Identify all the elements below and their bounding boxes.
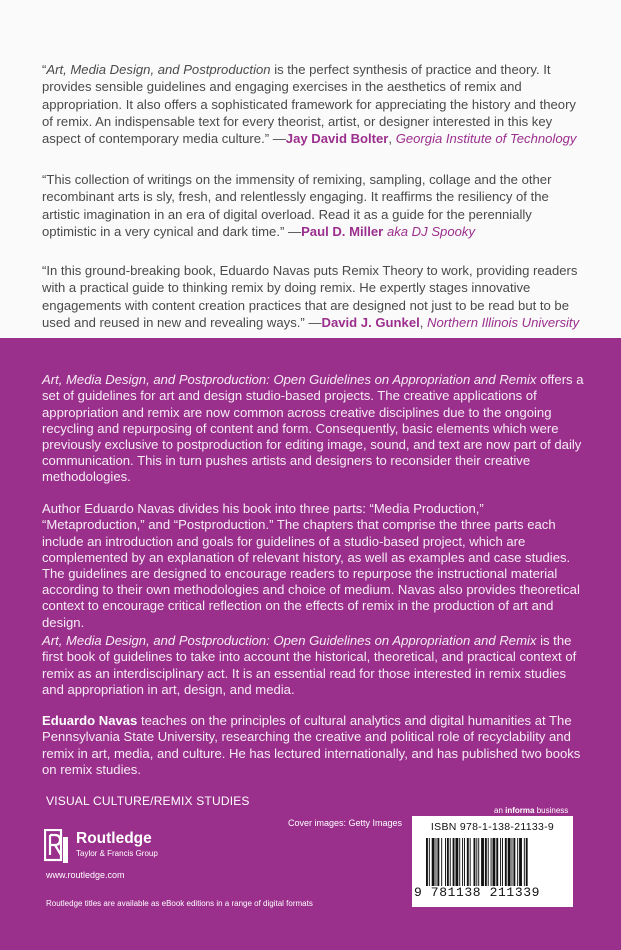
paragraph-text: is the first book of guidelines to take into account the historical, theoretical, and practical context of remix as an interdisciplinary act. It is an essential read for those interested in remix studies and appropriation in art, design, and media.	[42, 633, 577, 697]
paragraph-text: offers a set of guidelines for art and design studio-based projects. The creative applications of appropriation and remix are now common across creative disciplines due to the ongoing recycling and repurposing of content and form. Consequently, basic elements which were previously exclusive to postproduction for editing image, sound, and text are now part of daily communication. This in turn pushes artists and designers to reconsider their creative methodologies.	[42, 372, 584, 485]
routledge-logo	[44, 827, 184, 867]
barcode-bar	[453, 838, 455, 886]
barcode-bar	[470, 838, 471, 886]
book-title-ref: Art, Media Design, and Postproduction	[46, 62, 271, 78]
barcode-bar	[455, 838, 458, 886]
endorsement-text: is the perfect synthesis of practice and theory. It provides sensible guidelines and engaging exercises in the aesthetics of remix and appropriation. It also offers a sophisticated framework for appreciating the history and theory of remix. An indispensable text for every theorist, artist, or designer interested in this key aspect of contemporary media culture.” —	[42, 62, 576, 146]
barcode-bar	[485, 838, 487, 886]
description-section	[0, 338, 621, 950]
barcode-bar	[459, 838, 460, 886]
endorsements-section	[0, 0, 621, 338]
author-bio	[42, 713, 590, 778]
barcode-bar	[524, 838, 525, 886]
barcode-bar	[450, 838, 451, 886]
barcode-bar	[436, 838, 437, 886]
routledge-logo-icon	[44, 829, 70, 865]
barcode-bar	[432, 838, 435, 886]
endorser-name: Jay David Bolter	[285, 130, 389, 146]
book-title-ref: Art, Media Design, and Postproduction: Open Guidelines on Appropriation and Remix	[42, 372, 537, 388]
endorser-affiliation: Northern Illinois University	[427, 314, 580, 330]
description-paragraph-1	[42, 372, 590, 485]
barcode-bar	[502, 838, 503, 886]
barcode-bar	[493, 838, 496, 886]
barcode-bar	[526, 838, 528, 886]
barcode-bar	[445, 838, 446, 886]
informa-business-tag: an informa business	[494, 806, 569, 815]
barcode-bar	[519, 838, 522, 886]
publisher-website: www.routledge.com	[46, 870, 125, 880]
endorsement-text: “This collection of writings on the immensity of remixing, sampling, collage and the other recombinant arts is sly, fresh, and relentlessly engaging. It reaffirms the resiliency of the artistic imagination in an era of digital overload. Read it as a guide for the perennially optimistic in a very cynical and dark time.” —	[42, 172, 552, 239]
barcode-bar	[447, 838, 449, 886]
subject-category: VISUAL CULTURE/REMIX STUDIES	[46, 794, 250, 808]
endorsement-gunkel: “In this ground-breaking book, Eduardo Navas puts Remix Theory to work, providing readers with a practical guide to thinking remix by doing remix. He expertly stages innovative engagements with content creation practices that are designed not just to be read but to be used and reused in new and revealing ways.” —David J. Gunkel, Northern Illinois University	[42, 263, 580, 330]
barcode-bar	[500, 838, 501, 886]
endorser-name: Paul D. Miller	[301, 223, 384, 239]
barcode-bar	[467, 838, 469, 886]
publisher-name: Routledge	[76, 830, 152, 847]
isbn-label: ISBN 978-1-138-21133-9	[430, 821, 555, 833]
endorser-affiliation: Georgia Institute of Technology	[395, 130, 577, 146]
description-paragraph-2	[42, 501, 590, 631]
book-title-ref: Art, Media Design, and Postproduction: Open Guidelines on Appropriation and Remix	[42, 633, 537, 649]
endorsement-text: “In this ground-breaking book, Eduardo Navas puts Remix Theory to work, providing readers with a practical guide to thinking remix by doing remix. He expertly stages innovative engagements with content creation practices that are designed not just to be read but to be used and reused in new and revealing ways.” —	[42, 263, 578, 330]
barcode-bar	[517, 838, 518, 886]
ebook-note: Routledge titles are available as eBook editions in a range of digital formats	[46, 899, 313, 908]
barcode-bar	[481, 838, 484, 886]
barcode-bar	[505, 838, 507, 886]
barcode-bar	[478, 838, 479, 886]
endorser-affiliation: aka DJ Spooky	[386, 223, 476, 239]
barcode-panel	[412, 816, 573, 907]
author-name: Eduardo Navas	[42, 713, 138, 729]
ean-digits: 9 781138 211339	[414, 885, 541, 900]
barcode-bar	[474, 838, 476, 886]
barcode-bar	[488, 838, 489, 886]
barcode-bar	[429, 838, 430, 886]
endorser-name: David J. Gunkel	[321, 314, 420, 330]
barcode-bar	[512, 838, 513, 886]
barcode-icon	[426, 838, 566, 886]
barcode-bar	[437, 838, 439, 886]
barcode-bar	[491, 838, 492, 886]
paragraph-text: Author Eduardo Navas divides his book into three parts: “Media Production,” “Metaproduction,” and “Postproduction.” The chapters that comprise the three parts each include an introduction and goals for guidelines of a studio-based project, which are complemented by an explanation of relevant history, as well as examples and case studies. The guidelines are designed to encourage readers to repurpose the instructional material according to their own methodologies and choice of medium. Navas also provides theoretical context to encourage critical reflection on the effects of remix in the production of art and design.	[42, 501, 580, 630]
endorsement-bolter: “Art, Media Design, and Postproduction is the perfect synthesis of practice and theory. It provides sensible guidelines and engaging exercises in the aesthetics of remix and appropriation. It also offers a sophisticated framework for appreciating the history and theory of remix. An indispensable text for every theorist, artist, or designer interested in this key aspect of contemporary media culture.” —Jay David Bolter, Georgia Institute of Technology	[42, 62, 577, 146]
barcode-bar	[513, 838, 515, 886]
barcode-bar	[441, 838, 442, 886]
barcode-bar	[496, 838, 498, 886]
paragraph-text: teaches on the principles of cultural analytics and digital humanities at The Pennsylvania State University, researching the creative and political role of recyclability and remix in art, media, and culture. He has lectured internationally, and has published two books on remix studies.	[42, 713, 581, 777]
publisher-group: Taylor & Francis Group	[76, 849, 158, 858]
barcode-bar	[464, 838, 465, 886]
informa-brand: informa	[505, 806, 535, 815]
barcode-bar	[476, 838, 477, 886]
description-paragraph-3	[42, 633, 590, 698]
barcode-bar	[426, 838, 428, 886]
endorsement-miller	[42, 171, 582, 240]
barcode-bar	[462, 838, 463, 886]
cover-image-credit: Cover images: Getty Images	[288, 818, 403, 828]
barcode-bar	[508, 838, 511, 886]
